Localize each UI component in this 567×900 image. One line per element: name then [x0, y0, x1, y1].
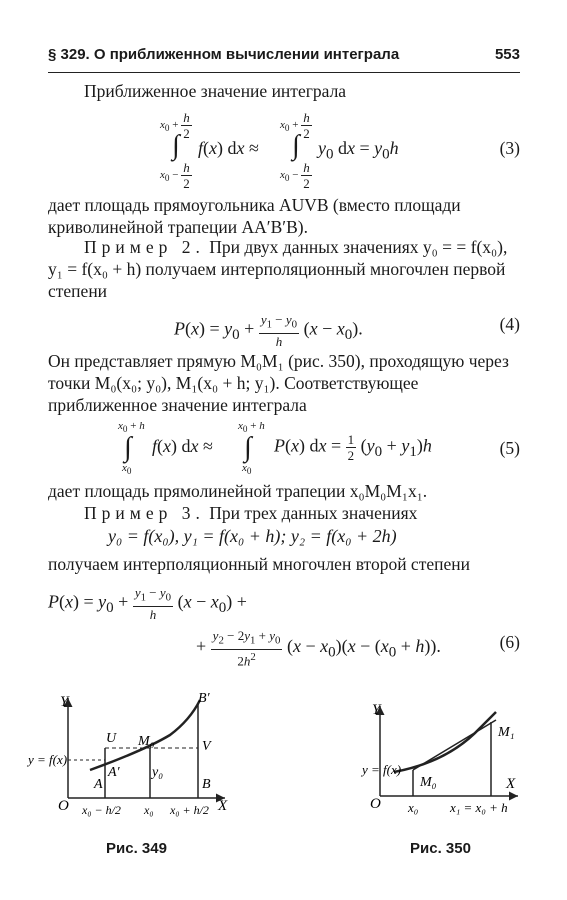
- label-M1: M₁: [498, 725, 515, 740]
- label-yfx: y = f(x): [362, 762, 402, 777]
- label-U: U: [106, 731, 117, 746]
- paragraph-1: Приближенное значение интеграла: [84, 81, 347, 101]
- paragraph-5: дает площадь прямолинейной трапеции x₀M₀M₁x₁.: [48, 481, 428, 501]
- figure-349: [28, 690, 240, 830]
- label-x1: x₁ = x₀ + h: [450, 800, 508, 815]
- figure-350-caption: Рис. 350: [410, 840, 471, 857]
- equation-5-number: (5): [499, 438, 520, 458]
- label-y0: y₀: [152, 765, 164, 780]
- label-yfx: y = f(x): [28, 752, 68, 767]
- equation-6-line-1: $P(x) = y_0$ + $\frac{y_1 - y_0}{h}$ $(x - x_0)$ +: [48, 585, 247, 622]
- label-x0: x₀: [408, 800, 419, 815]
- label-Y: Y: [372, 702, 381, 718]
- page-number: 553: [494, 46, 520, 63]
- section-title: § 329. О приближенном вычислении интеграла: [48, 46, 400, 63]
- label-B: B: [202, 777, 211, 792]
- label-O: O: [58, 798, 69, 814]
- paragraph-4: Он представляет прямую M₀M₁ (рис. 350), проходящую через точки M₀(x₀; y₀), M₁(x₀ + h; y₁). Соответствующее приближенное значение интеграла: [48, 351, 509, 415]
- example-2-label: Пример 2.: [84, 237, 205, 257]
- label-xl: x₀ − h/2: [82, 803, 121, 817]
- label-Ap: A′: [108, 765, 120, 780]
- figure-350: [358, 700, 528, 820]
- example-3-text: При трех данных значениях: [209, 503, 418, 523]
- header-rule: [48, 72, 520, 73]
- example-3: [48, 502, 520, 524]
- equation-3-number: (3): [499, 138, 520, 158]
- label-X: X: [218, 798, 228, 814]
- equation-4-number: (4): [499, 314, 520, 334]
- label-X: X: [506, 776, 516, 792]
- label-Y: Y: [60, 694, 69, 710]
- label-V: V: [202, 739, 211, 754]
- example-2-text: При двух данных значениях y₀ = = f(x₀), y₁ = f(x₀ + h) получаем интерполяционный многочлен первой степени: [48, 237, 508, 301]
- paragraph-6: получаем интерполяционный многочлен второй степени: [48, 554, 470, 574]
- label-M0: M₀: [420, 775, 437, 790]
- label-A: A: [94, 777, 103, 792]
- label-xm: x₀: [144, 803, 154, 817]
- label-xr: x₀ + h/2: [170, 803, 209, 817]
- example-3-label: Пример 3.: [84, 503, 205, 523]
- label-Bp: B′: [198, 691, 210, 706]
- equation-4: $P(x) = y_0$ + $\frac{y_1 - y_0}{h}$ $(x - x_0)$.: [174, 312, 363, 349]
- example-2: [48, 236, 520, 302]
- curve: [394, 712, 496, 772]
- paragraph-2: дает площадь прямоугольника AUVB (вместо площади криволинейной трапеции AA′B′B).: [48, 195, 461, 237]
- label-M0: M₀: [138, 734, 155, 749]
- equation-6-line-2: + $\frac{y_2 - 2y_1 + y_0}{2h^2}$ $(x - x_0)(x - (x_0 + h))$.: [196, 628, 441, 668]
- equation-values: y₀ = f(x₀), y₁ = f(x₀ + h); y₂ = f(x₀ + 2h): [108, 526, 397, 546]
- label-O: O: [370, 796, 381, 812]
- equation-6-number: (6): [499, 632, 520, 652]
- figure-349-caption: Рис. 349: [106, 840, 167, 857]
- chord: [413, 720, 496, 770]
